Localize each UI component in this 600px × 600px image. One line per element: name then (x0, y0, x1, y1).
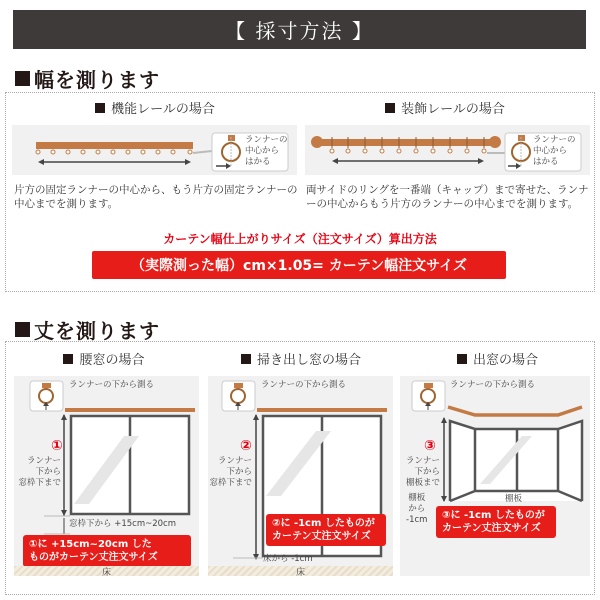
square-bullet-icon (15, 71, 30, 86)
step-number-3: ③ (424, 438, 436, 454)
formula-title: カーテン幅仕上がりサイズ（注文サイズ）算出方法 (163, 232, 437, 246)
square-bullet-icon (457, 354, 467, 364)
sweep-window-illustration (208, 376, 393, 576)
bay-side-label: ランナー 下から 棚板まで (405, 456, 440, 488)
waist-window-heading: 腰窓の場合 (8, 349, 200, 368)
decorative-rail-illustration (305, 125, 590, 175)
decorative-rail-description: 両サイドのリングを一番端（キャップ）まで寄せた、ランナーの中心からもう片方のランナーの中心までを測ります。 (306, 184, 589, 210)
waist-window-callout: ①に +15cm~20cm した ものがカーテン丈注文サイズ (23, 535, 191, 567)
bay-window-callout: ③に -1cm したものが カーテン丈注文サイズ (436, 506, 556, 538)
formula-box: （実際測った幅）cm×1.05= カーテン幅注文サイズ (92, 251, 506, 279)
functional-rail-heading: 機能レールの場合 (10, 98, 300, 117)
functional-rail-description: 片方の固定ランナーの中心から、もう片方の固定ランナーの中心までを測ります。 (14, 184, 298, 210)
page-title: 【 採寸方法 】 (225, 19, 374, 43)
square-bullet-icon (95, 103, 105, 113)
page-title-bar (13, 10, 586, 49)
step-number-2: ② (240, 438, 252, 454)
bay-window-illustration (400, 376, 590, 576)
square-bullet-icon (63, 354, 73, 364)
sweep-side-label: ランナー 下から 窓枠下まで (209, 456, 252, 488)
floor: 床 (14, 566, 199, 576)
length-section-heading: 丈を測ります (15, 315, 160, 344)
step-number-1: ① (51, 438, 63, 454)
waist-runner-note: ランナーの下から測る (69, 380, 155, 390)
width-section-heading: 幅を測ります (15, 64, 160, 93)
decorative-rail-heading: 装飾レールの場合 (300, 98, 590, 117)
sweep-window-heading: 掃き出し窓の場合 (205, 349, 397, 368)
square-bullet-icon (241, 354, 251, 364)
sweep-extra-note: 床から -1cm (263, 554, 313, 564)
sweep-window-callout: ②に -1cm したものが カーテン丈注文サイズ (266, 514, 386, 546)
square-bullet-icon (15, 322, 30, 337)
bay-shelf-label: 棚板 (505, 494, 523, 504)
bay-runner-note: ランナーの下から測る (450, 380, 536, 390)
decorative-rail-callout: ランナーの 中心から はかる (533, 135, 576, 167)
square-bullet-icon (385, 103, 395, 113)
waist-window-illustration (14, 376, 199, 576)
bay-window-heading: 出窓の場合 (400, 349, 595, 368)
bay-shelf-note: 棚板 から -1cm (406, 493, 428, 525)
functional-rail-illustration (12, 125, 297, 175)
floor: 床 (208, 566, 393, 576)
functional-rail-callout: ランナーの 中心から はかる (245, 135, 288, 167)
sweep-runner-note: ランナーの下から測る (261, 380, 347, 390)
waist-side-label: ランナー 下から 窓枠下まで (18, 456, 61, 488)
waist-extra-note: 窓枠下から +15cm~20cm (69, 519, 176, 529)
